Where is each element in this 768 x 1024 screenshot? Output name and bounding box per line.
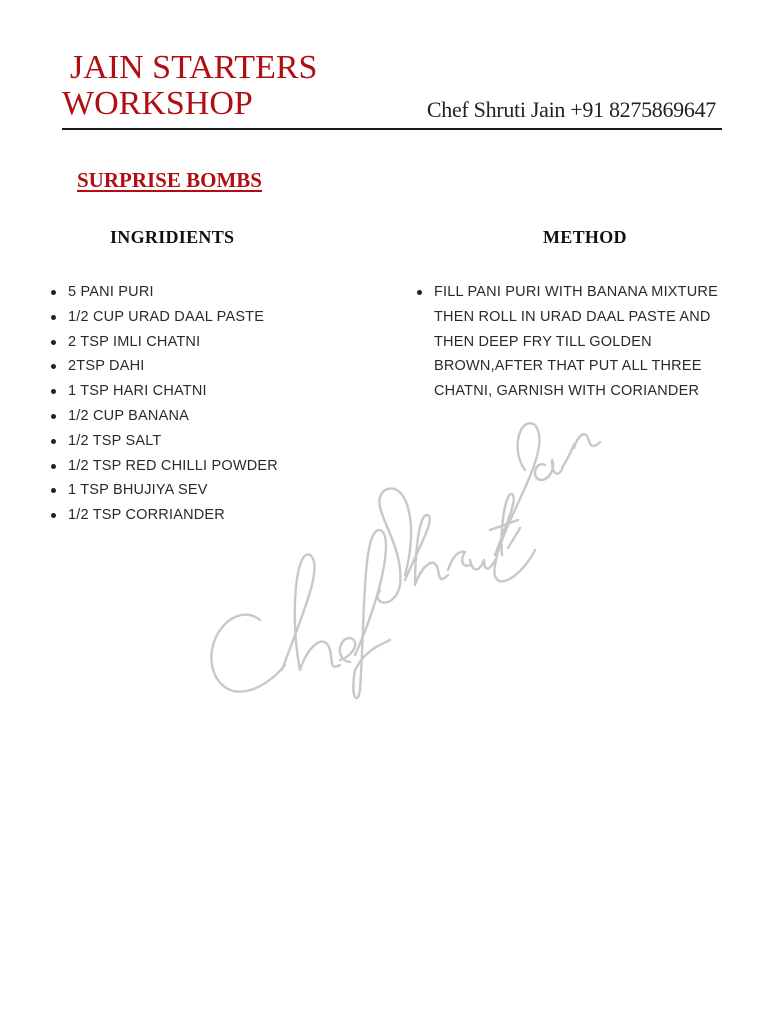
method-step: FILL PANI PURI WITH BANANA MIXTURE THEN ROLL IN URAD DAAL PASTE AND THEN DEEP FRY TILL GOLDEN BROWN,AFTER THAT PUT ALL THREE CHATNI, GARNISH WITH CORIANDER — [416, 280, 734, 404]
ingredient-item: 2TSP DAHI — [50, 354, 278, 379]
recipe-title: SURPRISE BOMBS — [77, 168, 262, 192]
workshop-title — [62, 50, 317, 122]
ingredient-item: 1/2 TSP RED CHILLI POWDER — [50, 454, 278, 479]
ingredient-item: 1/2 CUP BANANA — [50, 404, 278, 429]
ingredients-heading: INGRIDIENTS — [110, 227, 235, 247]
header-divider — [62, 128, 722, 130]
ingredient-item: 1/2 TSP SALT — [50, 429, 278, 454]
ingredient-item: 1/2 CUP URAD DAAL PASTE — [50, 305, 278, 330]
ingredient-item: 5 PANI PURI — [50, 280, 278, 305]
ingredient-item: 2 TSP IMLI CHATNI — [50, 330, 278, 355]
ingredients-list — [50, 280, 278, 528]
ingredient-item: 1 TSP HARI CHATNI — [50, 379, 278, 404]
chef-contact: Chef Shruti Jain +91 8275869647 — [426, 97, 716, 122]
ingredient-item: 1/2 TSP CORRIANDER — [50, 503, 278, 528]
workshop-title-line-2: WORKSHOP — [62, 85, 253, 122]
method-heading: METHOD — [543, 227, 627, 247]
ingredient-item: 1 TSP BHUJIYA SEV — [50, 478, 278, 503]
workshop-title-line-1: JAIN STARTERS — [70, 49, 318, 86]
